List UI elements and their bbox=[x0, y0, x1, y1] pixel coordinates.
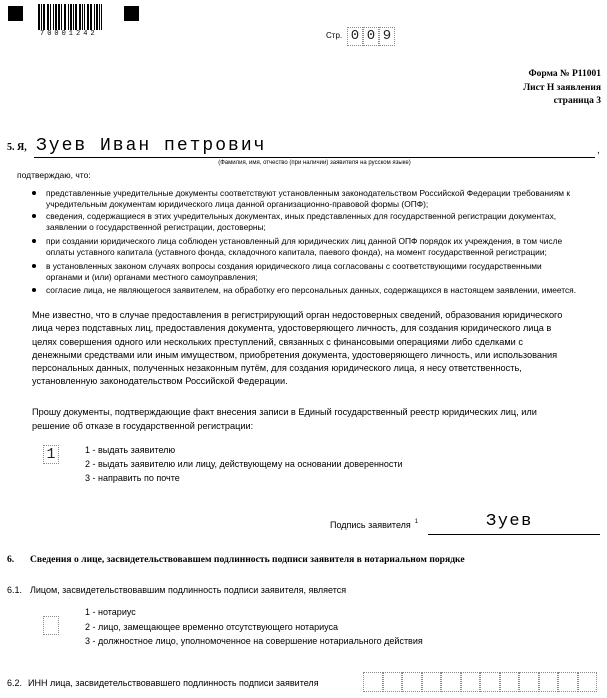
barcode bbox=[38, 4, 102, 30]
paragraph-line: целях совершения одного или нескольких преступлений, связанных с финансовыми операциями либо сделками с bbox=[32, 336, 523, 347]
paragraph-line: установленную законодательством Российской Федерации. bbox=[32, 376, 288, 387]
paragraph-line: Прошу документы, подтверждающие факт внесения записи в Единый государственный реестр юридических лиц, или bbox=[32, 407, 537, 417]
notary-type-option: 3 - должностное лицо, уполномоченное на совершение нотариального действия bbox=[85, 636, 423, 646]
delivery-options bbox=[85, 443, 403, 485]
signature-field[interactable]: Зуев bbox=[486, 512, 533, 531]
paragraph-line: Мне известно, что в случае предоставления в регистрирующий орган недостоверных сведений, образования юридического bbox=[32, 310, 563, 320]
bullet-line: заявлении о государственной регистрации, достоверны; bbox=[46, 222, 266, 232]
inn-digit-box[interactable] bbox=[383, 672, 403, 692]
paragraph-line: лица через подставных лиц, предоставления документа, удостоверяющего личность, для создания юридического лица в bbox=[32, 323, 552, 334]
paragraph-line: решение об отказе в государственной регистрации: bbox=[32, 421, 254, 431]
inn-digit-box[interactable] bbox=[363, 672, 383, 692]
bullet-line: оплаты уставного капитала (уставного фонда, складочного капитала, паевого фонда), на момент государственной регистрации; bbox=[46, 247, 547, 257]
bullet-line: учредительным документам юридического лица данной организационно-правовой формы (ОПФ); bbox=[46, 199, 429, 209]
sheet-page: страница 3 bbox=[553, 96, 601, 106]
bullet-line: органами и (или) органами местного самоуправления; bbox=[46, 272, 258, 282]
bullet-icon bbox=[32, 288, 36, 292]
bullet-line: представленные учредительные документы соответствуют установленным законодательством Российской Федерации требованиям к bbox=[46, 188, 571, 198]
item-6-2-label: ИНН лица, засвидетельствовавшего подлинность подписи заявителя bbox=[28, 678, 319, 688]
inn-digit-box[interactable] bbox=[422, 672, 442, 692]
page-number-digit: 0 bbox=[363, 27, 379, 46]
paragraph-line: денежными средствами или иным имуществом, приобретения документа, удостоверяющего личность, или использования bbox=[32, 349, 558, 360]
section-6-title: Сведения о лице, засвидетельствовавшем подлинность подписи заявителя в нотариальном порядке bbox=[30, 554, 465, 565]
signature-label: Подпись заявителя bbox=[330, 520, 411, 530]
name-trailing-comma: , bbox=[597, 145, 600, 156]
confirm-intro: подтверждаю, что: bbox=[17, 170, 91, 180]
bullet-icon bbox=[32, 239, 36, 243]
item-6-1-number: 6.1. bbox=[7, 585, 23, 595]
bullet-line: согласие лица, не являющегося заявителем, на обработку его персональных данных, содержащихся в настоящем заявлении, имеется. bbox=[46, 285, 577, 295]
confirmation-bullet bbox=[46, 261, 542, 283]
inn-digit-box[interactable] bbox=[480, 672, 500, 692]
inn-digit-box[interactable] bbox=[500, 672, 520, 692]
bullet-line: сведения, содержащиеся в этих учредительных документах, иных представленных для государственной регистрации документах, bbox=[46, 211, 557, 221]
inn-digit-box[interactable] bbox=[402, 672, 422, 692]
inn-digit-box[interactable] bbox=[578, 672, 598, 692]
signature-label-group bbox=[330, 516, 418, 531]
applicant-name-field[interactable]: Зуев Иван петрович bbox=[36, 136, 267, 156]
inn-digit-box[interactable] bbox=[461, 672, 481, 692]
page-number-label: Стр. bbox=[326, 31, 343, 40]
bullet-icon bbox=[32, 264, 36, 268]
confirmation-bullet bbox=[46, 285, 576, 296]
confirmation-bullet bbox=[46, 188, 570, 210]
bullet-line: в установленных законом случаях вопросы создания юридического лица согласованы с соответствующими государственными bbox=[46, 261, 542, 271]
registration-mark-left bbox=[8, 6, 23, 21]
item-6-2-number: 6.2. bbox=[7, 678, 23, 688]
inn-digit-box[interactable] bbox=[519, 672, 539, 692]
bullet-icon bbox=[32, 191, 36, 195]
request-paragraph bbox=[32, 405, 537, 433]
item-6-1-label: Лицом, засвидетельствовавшим подлинность подписи заявителя, является bbox=[30, 585, 347, 595]
delivery-option: 1 - выдать заявителю bbox=[85, 445, 176, 455]
paragraph-line: персональных данных, полученных незаконным путём, для создания юридического лица, я несу ответственность, bbox=[32, 363, 522, 374]
inn-digit-box[interactable] bbox=[558, 672, 578, 692]
liability-paragraph bbox=[32, 309, 562, 389]
page-number-digit: 9 bbox=[379, 27, 395, 46]
inn-digit-box[interactable] bbox=[539, 672, 559, 692]
confirmation-bullet bbox=[46, 211, 556, 233]
notary-type-option: 2 - лицо, замещающее временно отсутствующего нотариуса bbox=[85, 621, 339, 632]
confirmation-bullet bbox=[46, 236, 562, 258]
section-6-number: 6. bbox=[7, 554, 15, 565]
bullet-icon bbox=[32, 214, 36, 218]
signature-footnote-mark: 1 bbox=[414, 519, 419, 525]
bullet-line: при создании юридического лица соблюден установленный для юридических лиц данной ОПФ порядок их учреждения, в том числе bbox=[46, 236, 563, 246]
page-number-digit: 0 bbox=[347, 27, 363, 46]
barcode-digits: 70001242 bbox=[40, 30, 98, 38]
inn-digit-box[interactable] bbox=[441, 672, 461, 692]
delivery-option: 2 - выдать заявителю или лицу, действующему на основании доверенности bbox=[85, 459, 403, 469]
signature-underline bbox=[428, 534, 600, 535]
notary-type-options bbox=[85, 605, 423, 649]
delivery-choice-box[interactable]: 1 bbox=[43, 445, 59, 464]
delivery-option: 3 - направить по почте bbox=[85, 473, 180, 483]
form-number: Форма № Р11001 bbox=[528, 69, 601, 79]
sheet-title: Лист Н заявления bbox=[523, 83, 601, 93]
notary-type-box[interactable] bbox=[43, 616, 59, 635]
notary-type-option: 1 - нотариус bbox=[85, 607, 136, 617]
registration-mark-right bbox=[124, 6, 139, 21]
applicant-name-underline bbox=[34, 157, 595, 158]
applicant-name-caption: (Фамилия, имя, отчество (при наличии) заявителя на русском языке) bbox=[218, 160, 411, 166]
section-5-label: 5. Я, bbox=[7, 142, 27, 153]
